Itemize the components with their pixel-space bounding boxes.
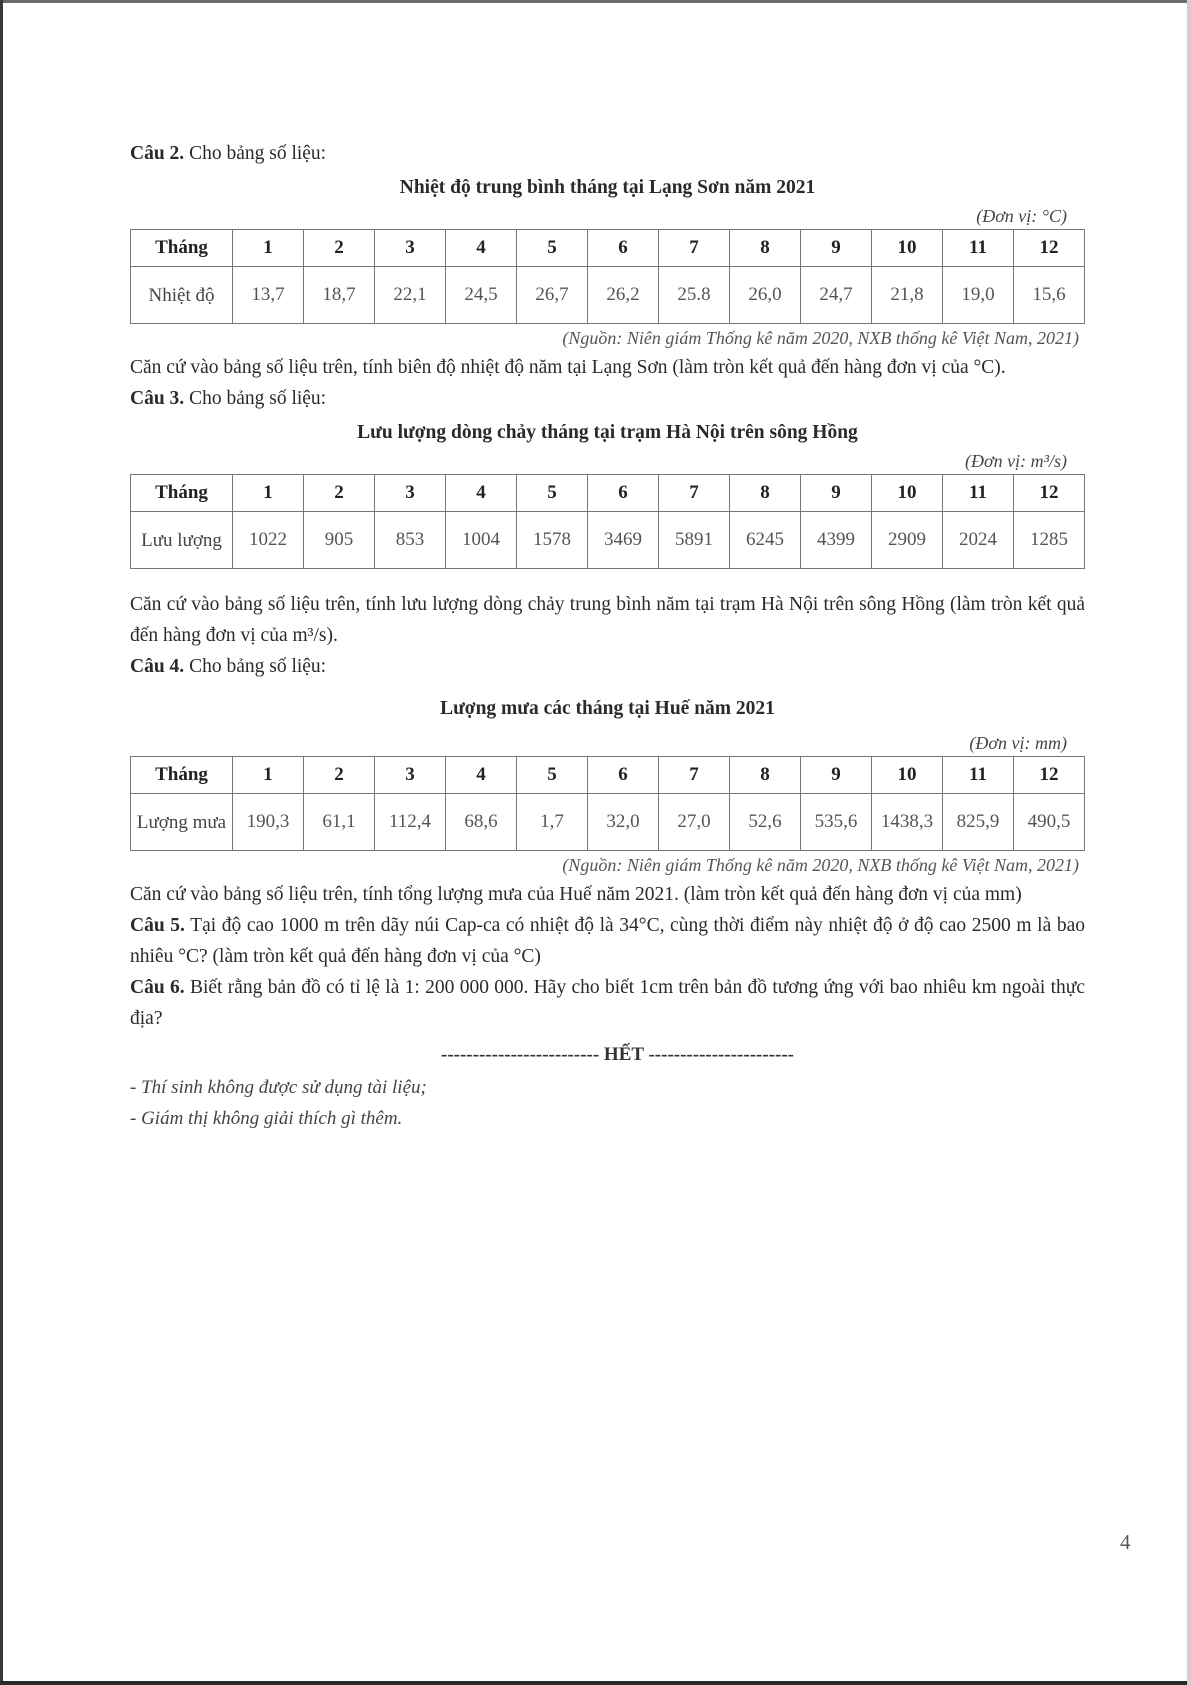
q2-value-10: 21,8 (872, 267, 943, 324)
scan-edge-bottom (0, 1681, 1191, 1685)
q4-row-label: Lượng mưa (131, 794, 233, 851)
q4-intro: Cho bảng số liệu: (189, 656, 327, 677)
q3-month-9: 9 (801, 475, 872, 512)
q2-month-1: 1 (233, 230, 304, 267)
q2-row-label: Nhiệt độ (131, 267, 233, 324)
q2-source: (Nguồn: Niên giám Thống kê năm 2020, NXB thống kê Việt Nam, 2021) (562, 328, 1079, 348)
q4-value-5: 1,7 (517, 794, 588, 851)
q2-table (130, 229, 1085, 324)
q3-row-label: Lưu lượng (131, 512, 233, 569)
page-number: 4 (1120, 1530, 1131, 1554)
q3-month-6: 6 (588, 475, 659, 512)
q3-value-10: 2909 (872, 512, 943, 569)
q2-month-6: 6 (588, 230, 659, 267)
q3-table (130, 474, 1085, 569)
q4-unit: (Đơn vị: mm) (969, 733, 1067, 753)
q3-month-1: 1 (233, 475, 304, 512)
q3-value-1: 1022 (233, 512, 304, 569)
q3-month-3: 3 (375, 475, 446, 512)
q3-intro: Cho bảng số liệu: (189, 388, 327, 409)
q3-value-8: 6245 (730, 512, 801, 569)
q2-value-4: 24,5 (446, 267, 517, 324)
q4-month-7: 7 (659, 757, 730, 794)
q3-question: Căn cứ vào bảng số liệu trên, tính lưu lượng dòng chảy trung bình năm tại trạm Hà Nội trên sông Hồng (làm tròn kết quả đến hàng đơn vị của m³/s). (130, 594, 1085, 646)
q5-block (130, 910, 1085, 972)
q5-label: Câu 5. (130, 915, 185, 936)
q4-month-9: 9 (801, 757, 872, 794)
end-marker: ------------------------- HẾT ----------------------- (441, 1044, 794, 1065)
q2-month-12: 12 (1014, 230, 1085, 267)
q4-month-12: 12 (1014, 757, 1085, 794)
q4-month-5: 5 (517, 757, 588, 794)
q2-value-2: 18,7 (304, 267, 375, 324)
q4-value-row (131, 794, 1085, 851)
q3-header-row (131, 475, 1085, 512)
note-1: - Thí sinh không được sử dụng tài liệu; (130, 1077, 427, 1098)
q2-value-9: 24,7 (801, 267, 872, 324)
q2-header-label: Tháng (131, 230, 233, 267)
q3-month-8: 8 (730, 475, 801, 512)
q4-value-7: 27,0 (659, 794, 730, 851)
q2-question: Căn cứ vào bảng số liệu trên, tính biên độ nhiệt độ năm tại Lạng Sơn (làm tròn kết quả đến hàng đơn vị của °C). (130, 357, 1006, 378)
q2-month-9: 9 (801, 230, 872, 267)
q4-value-10: 1438,3 (872, 794, 943, 851)
q4-header-label: Tháng (131, 757, 233, 794)
q2-label: Câu 2. (130, 143, 185, 164)
q3-unit: (Đơn vị: m³/s) (965, 451, 1067, 471)
q6-block (130, 972, 1085, 1034)
q4-heading (130, 651, 1085, 682)
q2-month-3: 3 (375, 230, 446, 267)
q3-value-2: 905 (304, 512, 375, 569)
q2-table-title: Nhiệt độ trung bình tháng tại Lạng Sơn năm 2021 (399, 177, 816, 198)
q3-value-5: 1578 (517, 512, 588, 569)
q2-month-10: 10 (872, 230, 943, 267)
q4-month-3: 3 (375, 757, 446, 794)
q2-month-5: 5 (517, 230, 588, 267)
q2-value-7: 25.8 (659, 267, 730, 324)
q4-month-10: 10 (872, 757, 943, 794)
q4-month-2: 2 (304, 757, 375, 794)
q4-value-3: 112,4 (375, 794, 446, 851)
q3-month-4: 4 (446, 475, 517, 512)
q2-value-1: 13,7 (233, 267, 304, 324)
q4-value-4: 68,6 (446, 794, 517, 851)
scan-edge-top (0, 0, 1191, 3)
q3-month-5: 5 (517, 475, 588, 512)
q2-value-12: 15,6 (1014, 267, 1085, 324)
exam-content (130, 138, 1085, 1134)
q2-month-7: 7 (659, 230, 730, 267)
q3-heading (130, 383, 1085, 414)
q3-value-6: 3469 (588, 512, 659, 569)
q4-value-8: 52,6 (730, 794, 801, 851)
q4-month-8: 8 (730, 757, 801, 794)
q3-value-7: 5891 (659, 512, 730, 569)
q3-value-12: 1285 (1014, 512, 1085, 569)
q2-heading (130, 138, 1085, 169)
scan-edge-left (0, 0, 3, 1685)
q4-value-6: 32,0 (588, 794, 659, 851)
q4-question: Căn cứ vào bảng số liệu trên, tính tổng lượng mưa của Huế năm 2021. (làm tròn kết quả đến hàng đơn vị của mm) (130, 884, 1022, 905)
q4-value-12: 490,5 (1014, 794, 1085, 851)
q4-month-6: 6 (588, 757, 659, 794)
q6-text: Biết rằng bản đồ có tỉ lệ là 1: 200 000 000. Hãy cho biết 1cm trên bản đồ tương ứng với bao nhiêu km ngoài thực địa? (130, 977, 1085, 1029)
note-2: - Giám thị không giải thích gì thêm. (130, 1108, 403, 1129)
q3-value-4: 1004 (446, 512, 517, 569)
q3-label: Câu 3. (130, 388, 185, 409)
q2-month-8: 8 (730, 230, 801, 267)
q3-header-label: Tháng (131, 475, 233, 512)
q2-value-3: 22,1 (375, 267, 446, 324)
q3-value-11: 2024 (943, 512, 1014, 569)
q2-intro: Cho bảng số liệu: (189, 143, 327, 164)
q3-value-row (131, 512, 1085, 569)
scan-edge-right (1187, 0, 1191, 1685)
q6-label: Câu 6. (130, 977, 185, 998)
q4-label: Câu 4. (130, 656, 185, 677)
q2-value-6: 26,2 (588, 267, 659, 324)
q4-month-11: 11 (943, 757, 1014, 794)
q4-header-row (131, 757, 1085, 794)
q4-table-title: Lượng mưa các tháng tại Huế năm 2021 (440, 698, 775, 719)
q3-month-12: 12 (1014, 475, 1085, 512)
q3-table-title: Lưu lượng dòng chảy tháng tại trạm Hà Nội trên sông Hồng (357, 422, 858, 443)
q3-month-7: 7 (659, 475, 730, 512)
q2-month-2: 2 (304, 230, 375, 267)
q4-value-11: 825,9 (943, 794, 1014, 851)
q4-month-1: 1 (233, 757, 304, 794)
q4-month-4: 4 (446, 757, 517, 794)
q4-table (130, 756, 1085, 851)
q3-month-11: 11 (943, 475, 1014, 512)
q5-text: Tại độ cao 1000 m trên dãy núi Cap-ca có nhiệt độ là 34°C, cùng thời điểm này nhiệt độ ở độ cao 2500 m là bao nhiêu °C? (làm tròn kết quả đến hàng đơn vị của °C) (130, 915, 1085, 967)
q3-month-2: 2 (304, 475, 375, 512)
q3-value-9: 4399 (801, 512, 872, 569)
q4-value-9: 535,6 (801, 794, 872, 851)
q4-value-1: 190,3 (233, 794, 304, 851)
q3-value-3: 853 (375, 512, 446, 569)
q3-month-10: 10 (872, 475, 943, 512)
q2-value-11: 19,0 (943, 267, 1014, 324)
q2-value-row (131, 267, 1085, 324)
q2-header-row (131, 230, 1085, 267)
q2-month-11: 11 (943, 230, 1014, 267)
q4-value-2: 61,1 (304, 794, 375, 851)
q2-month-4: 4 (446, 230, 517, 267)
q2-value-8: 26,0 (730, 267, 801, 324)
q2-value-5: 26,7 (517, 267, 588, 324)
q2-unit: (Đơn vị: °C) (976, 206, 1067, 226)
q4-source: (Nguồn: Niên giám Thống kê năm 2020, NXB thống kê Việt Nam, 2021) (562, 855, 1079, 875)
